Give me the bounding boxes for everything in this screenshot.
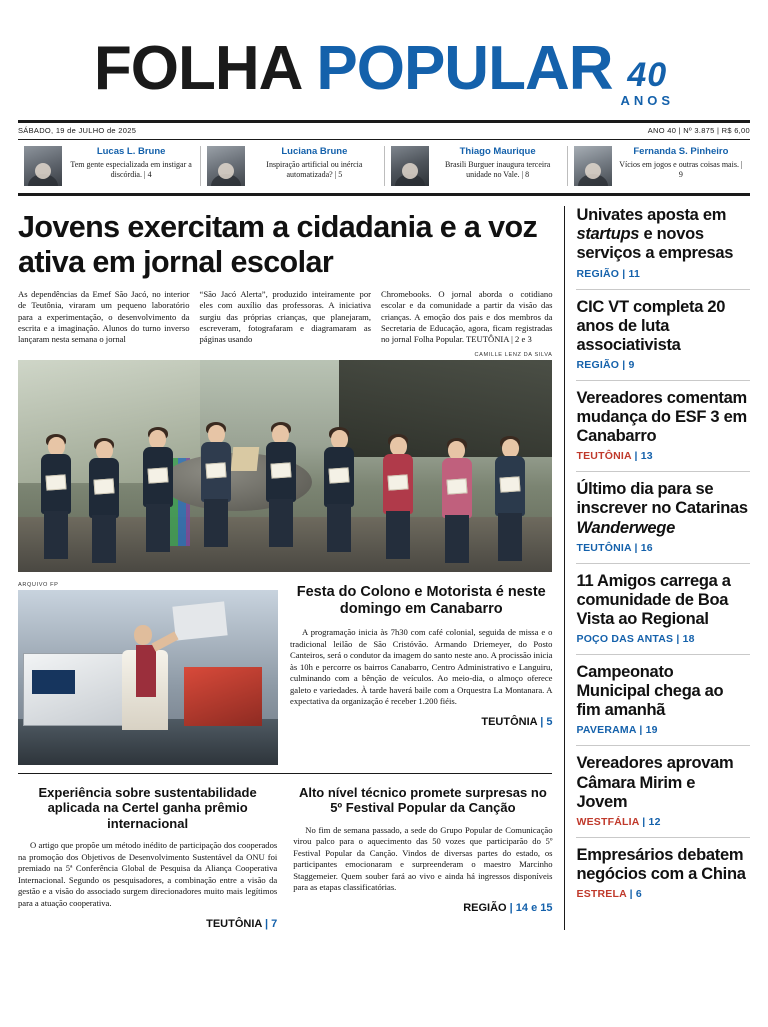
columnist-desc: Inspiração artificial ou inércia automatizada? | 5 (266, 159, 363, 179)
brief-section-tag[interactable]: ESTRELA | 6 (576, 888, 642, 901)
brief-section-tag[interactable]: REGIÃO | 9 (576, 358, 635, 371)
lead-deck-col-1: As dependências da Emef São Jacó, no interior de Teutônia, viraram um pequeno laboratório para a experimentação, o desenvolvimento da escrita e a imaginação. Alunos do turno inverso lançaram nesta semana o jornal (18, 289, 190, 345)
columnist-item[interactable] (201, 146, 384, 186)
story-body: No fim de semana passado, a sede do Grupo Popular de Comunicação virou palco para o aquecimento das 50 vozes que participarão do 5º Festival Popular da Canção. Vindos de diversas partes do estado, os participantes emocionaram e surpreenderam o maestro Marcinho Staggemeier. Quem souber fará ao vivo e ainda há ingressos disponíveis para as etapas classificatórias. (293, 824, 553, 893)
lead-deck-col-2: “São Jacó Alerta”, produzido inteiramente por eles com auxílio das professoras. A iniciativa surgiu das próprias crianças, que planejaram, escreveram, fotografaram e diagramaram as páginas usando (199, 289, 371, 345)
page-number: 14 e 15 (515, 902, 553, 915)
story-body: A programação inicia às 7h30 com café colonial, seguida de missa e o tradicional leilão de São Cristóvão. Armando Driemeyer, do Posto Canteiros, será o condutor da imagem do santo neste ano. A procissão inicia às 10h e percorre os bairros Canabarro, Centro Administrativo e Languiru, culminando com a bênção de veículos. Ao meio-dia, o almoço oferece galeto e variedades. À tarde haverá baile com a Orquestra La Montanara. A expectativa da organização é receber 1.200 fiéis. (290, 627, 553, 707)
section-label: PAVERAMA (576, 724, 637, 737)
avatar (574, 146, 612, 186)
columnists-strip (18, 139, 750, 196)
section-label: REGIÃO (576, 267, 620, 280)
avatar (24, 146, 62, 186)
columnist-desc: Brasili Burguer inaugura terceira unidade no Vale. | 8 (444, 159, 551, 179)
anniversary-badge (621, 58, 675, 110)
story-photo (18, 590, 278, 765)
story-headline: Festa do Colono e Motorista é neste domingo em Canabarro (296, 583, 546, 618)
brief-headline: Campeonato Municipal chega ao fim amanhã (576, 663, 724, 720)
brief-headline: CIC VT completa 20 anos de luta associativista (576, 297, 726, 354)
section-label: TEUTÔNIA (206, 917, 262, 930)
brief-section-tag[interactable]: POÇO DAS ANTAS | 18 (576, 633, 695, 646)
dateline-edition: ANO 40 | Nº 3.875 | R$ 6,00 (647, 126, 750, 136)
section-label: TEUTÔNIA (576, 541, 632, 554)
section-label: REGIÃO (576, 358, 620, 371)
lead-photo (18, 360, 552, 572)
page-title: Jovens exercitam a cidadania e a voz ativa em jornal escolar (18, 210, 538, 279)
section-label: POÇO DAS ANTAS (576, 633, 674, 646)
story-section-tag[interactable]: TEUTÔNIA | 5 (481, 716, 553, 729)
story-section-tag[interactable]: TEUTÔNIA | 7 (206, 917, 278, 930)
avatar (207, 146, 245, 186)
masthead-word-popular: POPULAR (316, 34, 613, 103)
brief-section-tag[interactable]: PAVERAMA | 19 (576, 724, 658, 737)
page-body (18, 206, 750, 930)
photo-credit: CAMILLE LENZ DA SILVA (474, 351, 553, 358)
lead-deck (18, 289, 552, 352)
brief-headline: Vereadores comentam mudança do ESF 3 em Canabarro (576, 388, 747, 446)
columnist-item[interactable] (18, 146, 201, 186)
brief-section-tag[interactable]: WESTFÁLIA | 12 (576, 815, 661, 828)
masthead (18, 0, 750, 139)
columnist-item[interactable] (568, 146, 750, 186)
lead-deck-col-3: Chromebooks. O jornal aborda o cotidiano escolar e da comunidade a partir da visão das crianças. A emoção dos pais e dos membros da Secretaria de Educação, agora, ficam registradas no jornal Folha Popular. TEUTÔNIA | 2 e 3 (381, 289, 553, 345)
section-label: REGIÃO (463, 902, 507, 915)
columnist-name: Luciana Brune (281, 146, 348, 158)
story-festa-colono (18, 582, 552, 774)
page-number: 12 (648, 815, 661, 828)
brief-headline: Empresários debatem negócios com a China (576, 845, 746, 883)
page-number: 18 (682, 633, 695, 646)
anniversary-word: ANOS (620, 93, 675, 108)
page-number: 11 (628, 267, 640, 280)
page-number: 5 (546, 716, 553, 729)
briefs-column (564, 206, 750, 930)
section-label: TEUTÔNIA (576, 450, 632, 463)
anniversary-number: 40 (627, 56, 668, 94)
brief-headline: 11 Amigos carrega a comunidade de Boa Vista ao Regional (576, 571, 731, 628)
page-number: 9 (628, 358, 635, 371)
bottom-stories (18, 783, 552, 930)
columnist-name: Fernanda S. Pinheiro (633, 146, 729, 158)
brief-item[interactable] (576, 837, 750, 909)
brief-headline: Último dia para se inscrever no Catarinas Wanderwege (576, 480, 748, 537)
brief-headline: Vereadores aprovam Câmara Mirim e Jovem (576, 754, 734, 811)
columnist-name: Lucas L. Brune (96, 146, 166, 158)
section-label: ESTRELA (576, 888, 627, 901)
section-label: TEUTÔNIA (481, 716, 538, 729)
columnist-name: Thiago Maurique (459, 146, 536, 158)
story-headline: Alto nível técnico promete surpresas no 5º Festival Popular da Canção (298, 784, 547, 816)
brief-item[interactable] (576, 563, 750, 654)
columnist-item[interactable] (385, 146, 568, 186)
photo-credit: ARQUIVO FP (18, 581, 59, 588)
brief-item[interactable] (576, 745, 750, 836)
brief-section-tag[interactable]: REGIÃO | 11 (576, 267, 640, 280)
story-body: O artigo que propõe um método inédito de participação dos cooperados na promoção dos Objetivos de Desenvolvimento Sustentável da ONU foi premiado na 5ª Conferência Global de Pesquisa da Aliança Cooperativa Internacional. Segundo os pesquisadores, a combinação entre a visão da gestão e a visão do associado surgem direcionadores muito mais legítimos para a atuação cooperativa. (18, 840, 278, 908)
story-sustentabilidade (18, 783, 277, 930)
dateline-date: SÁBADO, 19 de JULHO de 2025 (18, 126, 137, 136)
page-number: 6 (635, 888, 642, 901)
story-section-tag[interactable]: REGIÃO | 14 e 15 (463, 902, 553, 915)
brief-item[interactable] (576, 206, 750, 288)
section-label: WESTFÁLIA (576, 815, 640, 828)
story-headline: Experiência sobre sustentabilidade aplicada na Certel ganha prêmio internacional (38, 784, 257, 831)
page-number: 16 (640, 541, 653, 554)
page-number: 19 (645, 724, 658, 737)
dateline (18, 123, 750, 139)
brief-item[interactable] (576, 289, 750, 380)
brief-item[interactable] (576, 471, 750, 562)
main-column (18, 206, 552, 930)
brief-section-tag[interactable]: TEUTÔNIA | 16 (576, 541, 653, 554)
brief-item[interactable] (576, 654, 750, 745)
story-festival (293, 783, 552, 930)
masthead-word-folha: FOLHA (93, 34, 301, 103)
brief-section-tag[interactable]: TEUTÔNIA | 13 (576, 450, 653, 463)
brief-item[interactable] (576, 380, 750, 471)
avatar (391, 146, 429, 186)
brief-headline: Univates aposta em startups e novos serviços a empresas (576, 206, 734, 263)
page-number: 13 (640, 450, 653, 463)
page-number: 7 (271, 917, 278, 930)
columnist-desc: Vícios em jogos e outras coisas mais. | 9 (619, 159, 743, 179)
masthead-logo (93, 34, 675, 110)
columnist-desc: Tem gente especializada em instigar a discórdia. | 4 (70, 159, 192, 179)
